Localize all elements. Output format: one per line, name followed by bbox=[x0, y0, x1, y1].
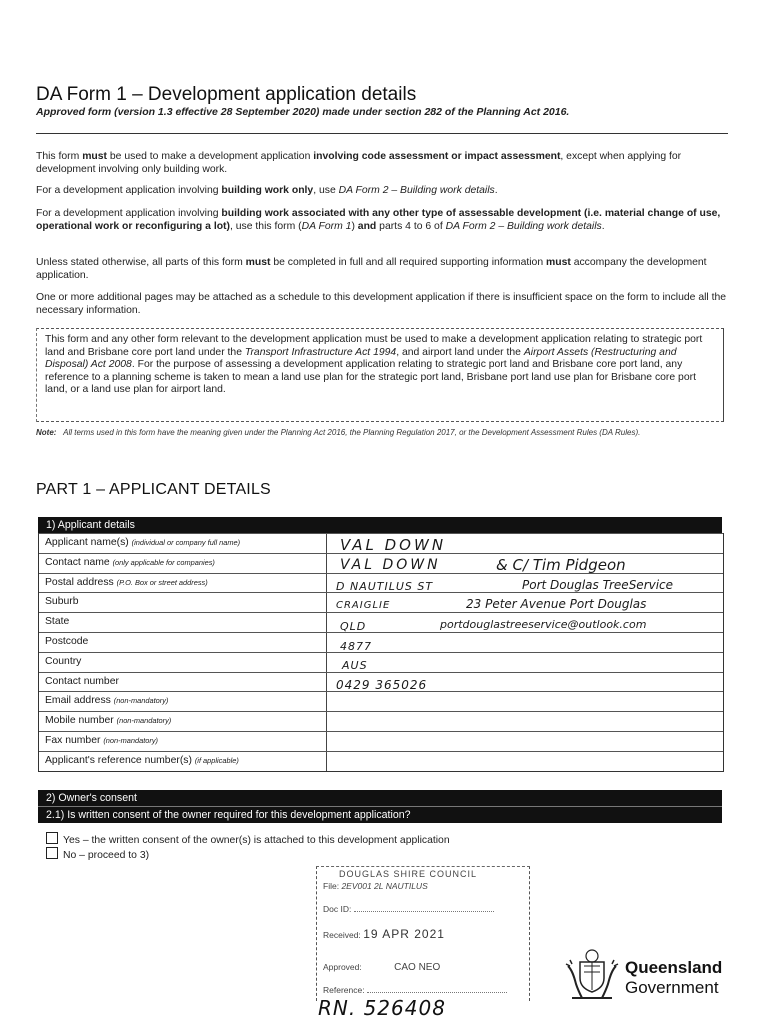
table-row bbox=[39, 632, 723, 652]
country-field[interactable] bbox=[327, 653, 723, 672]
terms-note: Note: All terms used in this form have the meaning given under the Planning Act 2016, the Planning Regulation 2017, or the Development Assessment Rules (DA Rules). bbox=[36, 428, 641, 437]
hw-country: AUS bbox=[342, 659, 368, 672]
field-label: Fax number (non-mandatory) bbox=[39, 732, 327, 751]
table-row bbox=[39, 691, 723, 711]
field-label: Contact name (only applicable for companies) bbox=[39, 554, 327, 573]
queensland-logo-line-2: Government bbox=[625, 978, 719, 997]
hw-postcode: 4877 bbox=[340, 640, 372, 653]
table-row bbox=[39, 711, 723, 731]
port-land-notice-box bbox=[36, 328, 724, 422]
field-label: Postal address (P.O. Box or street address) bbox=[39, 574, 327, 593]
section-1-header: 1) Applicant details bbox=[38, 517, 722, 533]
hw-applicant-name: VAL DOWN bbox=[340, 536, 447, 554]
part-1-heading: PART 1 – APPLICANT DETAILS bbox=[36, 481, 271, 498]
hw-email-extra: portdouglastreeservice@outlook.com bbox=[440, 618, 647, 631]
table-row bbox=[39, 751, 723, 771]
hw-contact-number: 0429 365026 bbox=[336, 678, 428, 692]
field-label: Postcode bbox=[39, 633, 327, 652]
fax-field[interactable] bbox=[327, 732, 723, 751]
registration-number: RN. 526408 bbox=[318, 996, 446, 1020]
owner-consent-no-option[interactable]: No – proceed to 3) bbox=[46, 847, 149, 861]
hw-state: QLD bbox=[340, 620, 367, 633]
owner-consent-yes-option[interactable]: Yes – the written consent of the owner(s) is attached to this development application bbox=[46, 832, 450, 846]
hw-suburb-extra: 23 Peter Avenue Port Douglas bbox=[466, 597, 647, 611]
form-title: DA Form 1 – Development application details bbox=[36, 84, 417, 105]
hw-postal-address: D NAUTILUS ST bbox=[336, 580, 434, 593]
checkbox-no[interactable] bbox=[46, 847, 58, 859]
divider bbox=[36, 133, 728, 134]
council-received-stamp: DOUGLAS SHIRE COUNCIL File: 2EV001 2L NAUTILUS Doc ID: Received: 19 APR 2021 Approved: CAO NEO Reference: bbox=[316, 866, 530, 1001]
checkbox-yes[interactable] bbox=[46, 832, 58, 844]
field-label: Mobile number (non-mandatory) bbox=[39, 712, 327, 731]
field-label: Email address (non-mandatory) bbox=[39, 692, 327, 711]
form-subtitle: Approved form (version 1.3 effective 28 September 2020) made under section 282 of the Planning Act 2016. bbox=[36, 106, 570, 118]
field-label: Applicant's reference number(s) (if applicable) bbox=[39, 752, 327, 771]
intro-paragraph-4: Unless stated otherwise, all parts of this form must be completed in full and all required supporting information must accompany the development application. bbox=[36, 257, 707, 281]
mobile-field[interactable] bbox=[327, 712, 723, 731]
field-label: Contact number bbox=[39, 673, 327, 692]
field-label: State bbox=[39, 613, 327, 632]
email-field[interactable] bbox=[327, 692, 723, 711]
hw-contact-extra: & C/ Tim Pidgeon bbox=[496, 556, 626, 574]
field-label: Suburb bbox=[39, 593, 327, 612]
field-label: Applicant name(s) (individual or company full name) bbox=[39, 534, 327, 553]
queensland-logo-line-1: Queensland bbox=[625, 958, 723, 977]
intro-paragraph-2: For a development application involving building work only, use DA Form 2 – Building work details. bbox=[36, 185, 498, 196]
section-2-1-question: 2.1) Is written consent of the owner required for this development application? bbox=[38, 806, 722, 823]
field-label: Country bbox=[39, 653, 327, 672]
intro-paragraph-3: For a development application involving building work associated with any other type of assessable development (i.e. material change of use, operational work or reconfiguring a lot), use this form (DA Form 1) and parts 4 to 6 of DA Form 2 – Building work details. bbox=[36, 208, 721, 232]
hw-suburb: CRAIGLIE bbox=[336, 600, 391, 611]
queensland-crest-icon bbox=[562, 946, 622, 1004]
hw-postal-extra: Port Douglas TreeService bbox=[522, 578, 674, 592]
intro-paragraph-1: This form must be used to make a development application involving code assessment or impact assessment, except when applying for development involving only building work. bbox=[36, 151, 682, 175]
hw-contact-name: VAL DOWN bbox=[340, 557, 441, 573]
table-row bbox=[39, 731, 723, 751]
postcode-field[interactable] bbox=[327, 633, 723, 652]
table-row bbox=[39, 652, 723, 672]
reference-number-field[interactable] bbox=[327, 752, 723, 771]
section-2-header: 2) Owner's consent bbox=[38, 790, 722, 806]
intro-paragraph-5: One or more additional pages may be attached as a schedule to this development application if there is insufficient space on the form to include all the necessary information. bbox=[36, 292, 727, 316]
port-land-notice-text: This form and any other form relevant to the development application must be used to make a development application relating to strategic port land and Brisbane core port land under the Transport Infrastructure Act 1994, and airport land under the Airport Assets (Restructuring and Disposal) Act 2008. For the purpose of assessing a development application relating to strategic port land and Brisbane core port land, any reference to a planning scheme is taken to mean a land use plan for the strategic port land, Brisbane port land use plan for Brisbane core port land, or a land use plan for airport land. bbox=[45, 334, 703, 395]
